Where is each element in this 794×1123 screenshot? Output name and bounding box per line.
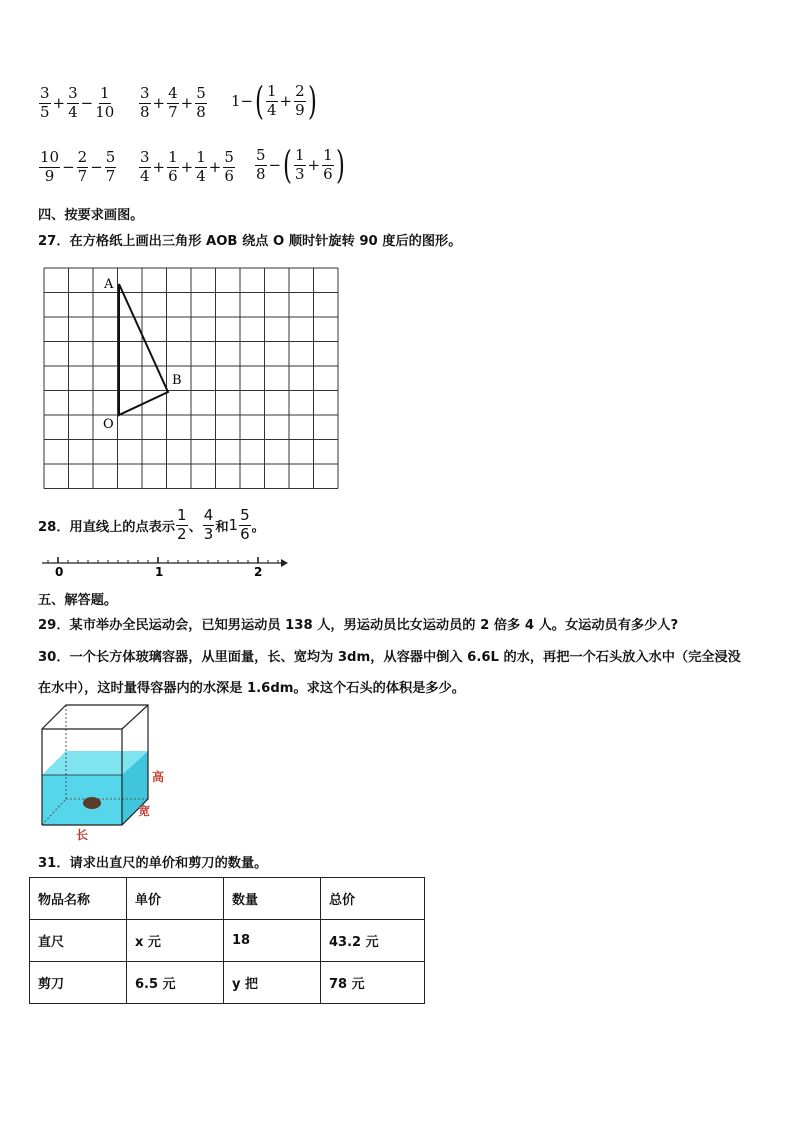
fraction: $\frac{1}{6}$: [323, 145, 333, 183]
fraction: $\frac{3}{5}$: [40, 84, 50, 121]
operator: +: [152, 158, 166, 177]
label-width: 宽: [138, 804, 151, 818]
nl-label-0: 0: [55, 565, 64, 579]
label-length: 长: [76, 828, 89, 842]
label-height: 高: [152, 770, 165, 784]
fraction: $\frac{1}{4}$: [266, 81, 277, 119]
fraction: $\frac{3}{8}$: [140, 84, 150, 121]
q28-prefix: 28．用直线上的点表示: [38, 519, 176, 535]
table-header-cell: 数量: [224, 878, 321, 920]
section-5-heading: 五、解答题。: [38, 593, 118, 608]
table-row: [30, 962, 425, 1004]
operator: +: [152, 94, 166, 113]
table-header-cell: 总价: [321, 878, 425, 920]
q28-whole: 1: [228, 516, 239, 535]
fraction: $\frac{10}{9}$: [40, 148, 60, 185]
fraction: $\frac{3}{4}$: [68, 84, 78, 121]
parenthesis: ): [335, 143, 345, 187]
fraction: $\frac{5}{8}$: [256, 145, 266, 183]
label-o: O: [103, 417, 114, 432]
calc-expr-1-1: [38, 86, 115, 121]
operator: −: [62, 158, 75, 177]
calc-expr-2-3: [254, 143, 345, 187]
calc-expr-1-2: [138, 86, 208, 121]
label-a: A: [104, 277, 114, 292]
table-header-cell: 物品名称: [30, 878, 127, 920]
table-cell: 6.5 元: [127, 962, 224, 1004]
table-row: [30, 920, 425, 962]
fraction: $\frac{3}{4}$: [140, 148, 150, 185]
fraction: $\frac{2}{9}$: [295, 81, 305, 119]
q28-sep-2: 和: [215, 519, 229, 535]
q28-sep-1: 、: [188, 519, 202, 535]
calc-expr-1-3: [230, 79, 317, 123]
table-cell: 43.2 元: [321, 920, 425, 962]
table-cell: 78 元: [321, 962, 425, 1004]
price-table: [29, 877, 425, 1004]
stone: [83, 797, 101, 809]
fraction: $\frac{5}{8}$: [196, 84, 206, 121]
container-figure: [36, 703, 166, 843]
operator: +: [180, 158, 194, 177]
water-front: [42, 775, 122, 825]
parenthesis: ): [307, 79, 317, 123]
fraction: $\frac{5}{6}$: [224, 148, 234, 185]
section-4-heading: 四、按要求画图。: [38, 208, 144, 223]
q28-end: 。: [251, 519, 265, 535]
table-header-cell: 单价: [127, 878, 224, 920]
operator: +: [180, 94, 194, 113]
question-30-line-1: 30．一个长方体玻璃容器，从里面量，长、宽均为 3dm，从容器中倒入 6.6L 的水，再把一个石头放入水中（完全浸没: [38, 650, 741, 665]
fraction: $\frac{2}{7}$: [77, 148, 88, 185]
fraction: $\frac{1}{6}$: [168, 148, 178, 185]
question-28: [38, 508, 265, 543]
operator: −: [90, 158, 103, 177]
fraction: $\frac{1}{3}$: [294, 145, 305, 183]
operator: +: [279, 92, 293, 110]
question-31: 31．请求出直尺的单价和剪刀的数量。: [38, 856, 268, 871]
table-header-row: [30, 878, 425, 920]
q28-frac-3: $\frac{5}{6}$: [240, 506, 250, 543]
table-cell: y 把: [224, 962, 321, 1004]
q28-frac-2: $\frac{4}{3}$: [203, 506, 214, 543]
question-27: 27．在方格纸上画出三角形 AOB 绕点 O 顺时针旋转 90 度后的图形。: [38, 234, 462, 249]
table-cell: 直尺: [30, 920, 127, 962]
parenthesis: (: [255, 79, 264, 123]
table-cell: 18: [224, 920, 321, 962]
grid-lines: [44, 268, 338, 489]
q28-frac-1: $\frac{1}{2}$: [177, 506, 187, 543]
parenthesis: (: [283, 143, 292, 187]
operator: −: [80, 94, 94, 113]
fraction: $\frac{1}{10}$: [95, 84, 115, 121]
calc-expr-2-1: [38, 150, 117, 185]
table-cell: x 元: [127, 920, 224, 962]
fraction: $\frac{5}{7}$: [105, 148, 116, 185]
number-line-arrow: [281, 559, 288, 567]
question-29: 29．某市举办全民运动会，已知男运动员 138 人，男运动员比女运动员的 2 倍多 4 人。女运动员有多少人?: [38, 618, 679, 633]
operator: +: [52, 94, 66, 113]
grid-figure: [40, 266, 342, 492]
label-b: B: [172, 373, 182, 388]
table-cell: 剪刀: [30, 962, 127, 1004]
operator: −: [268, 156, 282, 174]
triangle-aob: [119, 284, 168, 415]
calc-expr-2-2: [138, 150, 236, 185]
question-30-line-2: 在水中），这时量得容器内的水深是 1.6dm。求这个石头的体积是多少。: [38, 681, 465, 696]
operator: 1−: [231, 92, 254, 110]
operator: +: [208, 158, 222, 177]
fraction: $\frac{1}{4}$: [196, 148, 206, 185]
operator: +: [307, 156, 321, 174]
number-line: [38, 552, 298, 582]
fraction: $\frac{4}{7}$: [168, 84, 178, 121]
nl-label-2: 2: [254, 565, 263, 579]
nl-label-1: 1: [155, 565, 164, 579]
